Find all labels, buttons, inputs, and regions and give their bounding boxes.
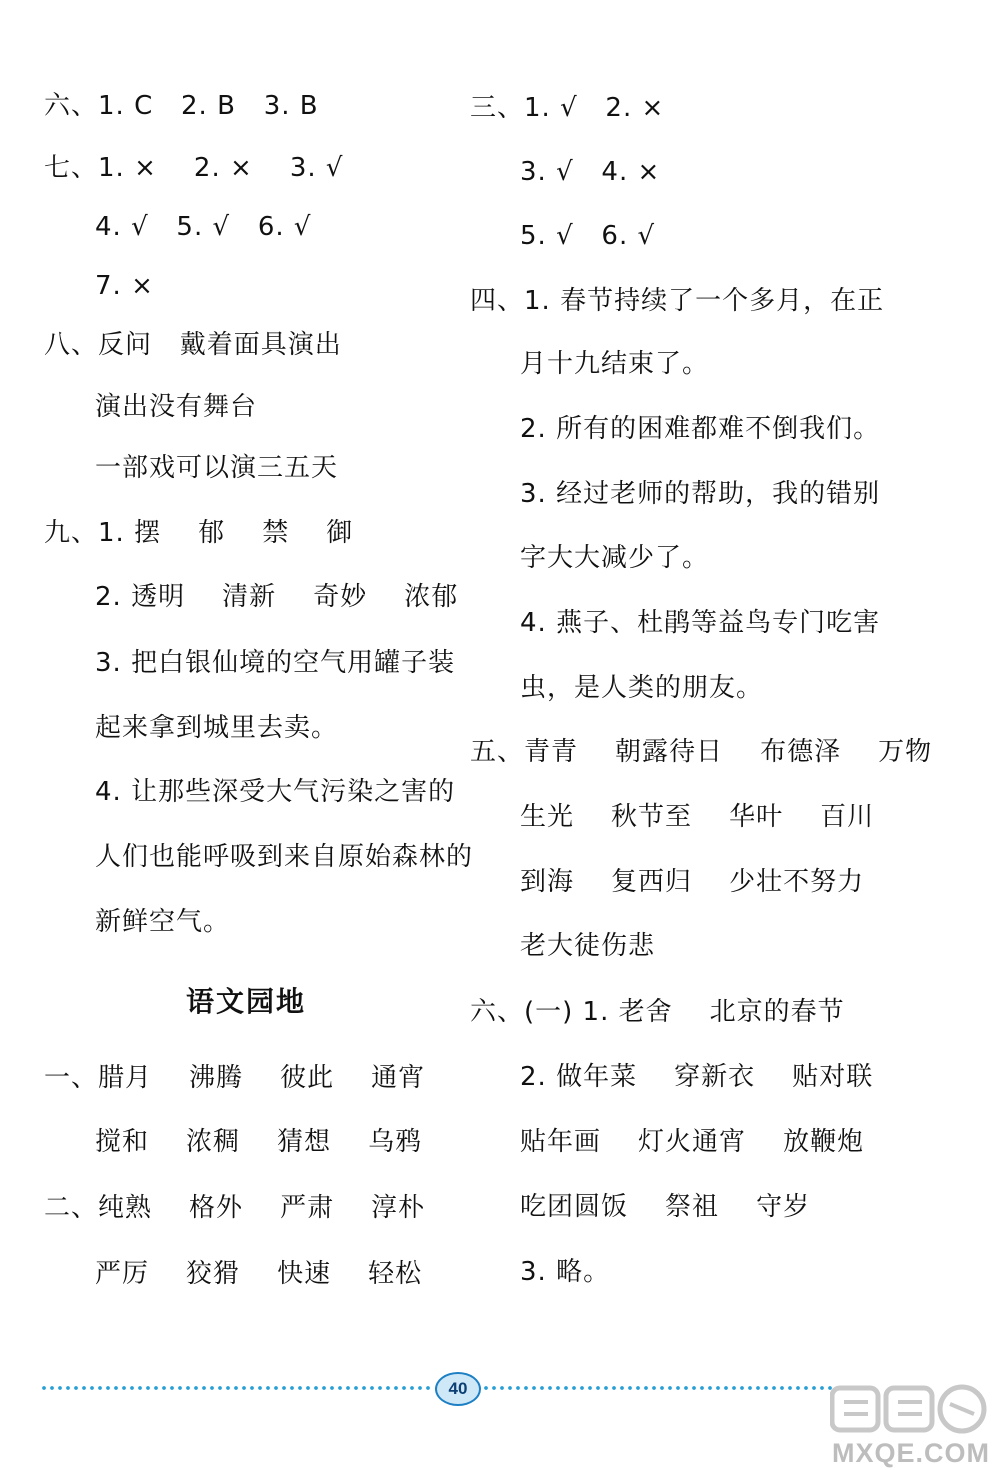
footer-dotted-rule-right	[482, 1384, 832, 1394]
answer-line: 3. 略。	[520, 1257, 611, 1287]
answer-line: 七、1. × 2. × 3. √	[44, 153, 344, 183]
answer-line: 四、1. 春节持续了一个多月，在正	[470, 286, 885, 316]
answer-line: 到海 复西归 少壮不努力	[520, 867, 865, 897]
answer-line: 二、纯熟 格外 严肃 淳朴	[44, 1193, 426, 1223]
answer-line: 2. 做年菜 穿新衣 贴对联	[520, 1062, 874, 1092]
answer-line: 4. 让那些深受大气污染之害的	[95, 777, 456, 807]
answer-line: 4. √ 5. √ 6. √	[95, 212, 312, 242]
answer-line: 生光 秋节至 华叶 百川	[520, 802, 875, 832]
answer-line: 新鲜空气。	[95, 907, 231, 937]
answer-line: 搅和 浓稠 猜想 乌鸦	[95, 1127, 423, 1157]
answer-line: 月十九结束了。	[520, 349, 710, 379]
answer-line: 人们也能呼吸到来自原始森林的	[95, 842, 474, 872]
answer-line: 老大徒伤悲	[520, 931, 656, 961]
answer-line: 5. √ 6. √	[520, 221, 656, 251]
answer-line: 贴年画 灯火通宵 放鞭炮	[520, 1127, 865, 1157]
answer-line: 六、1. C 2. B 3. B	[44, 91, 319, 121]
answer-line: 3. 把白银仙境的空气用罐子装	[95, 648, 456, 678]
answer-line: 一、腊月 沸腾 彼此 通宵	[44, 1063, 426, 1093]
watermark-url: MXQE.COM	[832, 1438, 991, 1468]
answer-line: 八、反问 戴着面具演出	[44, 330, 342, 360]
answer-line: 五、青青 朝露待日 布德泽 万物	[470, 737, 933, 767]
page-number-badge: 40	[435, 1372, 481, 1406]
answer-line: 起来拿到城里去卖。	[95, 713, 339, 743]
answer-line: 三、1. √ 2. ×	[470, 93, 665, 123]
answer-line: 3. 经过老师的帮助，我的错别	[520, 479, 881, 509]
answer-line: 演出没有舞台	[95, 392, 258, 422]
footer-dotted-rule-left	[40, 1384, 432, 1394]
answer-line: 2. 透明 清新 奇妙 浓郁	[95, 582, 459, 612]
answer-line: 六、(一) 1. 老舍 北京的春节	[470, 997, 845, 1027]
section-title: 语文园地	[186, 985, 307, 1018]
answer-line: 虫，是人类的朋友。	[520, 673, 764, 703]
answer-line: 字大大减少了。	[520, 543, 710, 573]
answer-line: 2. 所有的困难都难不倒我们。	[520, 414, 881, 444]
answer-line: 严厉 狡猾 快速 轻松	[95, 1259, 423, 1289]
answer-line: 九、1. 摆 郁 禁 御	[44, 518, 354, 548]
answer-line: 吃团圆饭 祭祖 守岁	[520, 1192, 811, 1222]
answer-line: 4. 燕子、杜鹃等益鸟专门吃害	[520, 608, 881, 638]
answer-line: 7. ×	[95, 271, 154, 301]
answer-line: 一部戏可以演三五天	[95, 453, 339, 483]
answer-line: 3. √ 4. ×	[520, 157, 661, 187]
